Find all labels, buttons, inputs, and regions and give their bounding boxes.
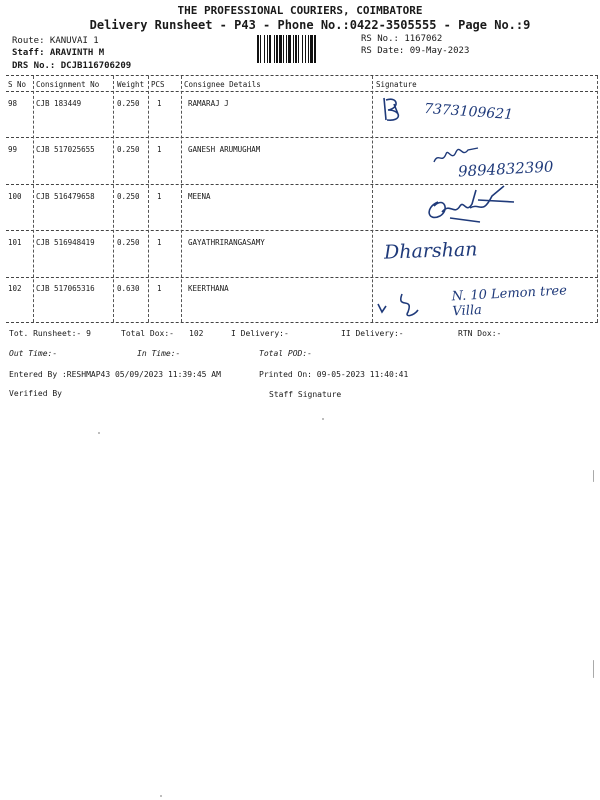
- rs-date: RS Date: 09-May-2023: [361, 46, 470, 56]
- row-consignment: CJB 183449: [36, 99, 82, 108]
- staff-signature-label: Staff Signature: [269, 390, 342, 399]
- runsheet-subtitle: Delivery Runsheet - P43 - Phone No.:0422-3505555 - Page No.:9: [89, 18, 531, 32]
- row-pcs: 1: [157, 284, 162, 293]
- handwritten-signature: [374, 290, 434, 320]
- col-header-consignment: Consignment No: [36, 80, 100, 89]
- row-consignment: CJB 516479658: [36, 192, 95, 201]
- row-weight: 0.250: [117, 145, 140, 154]
- row-sno: 102: [8, 284, 22, 293]
- i-delivery: I Delivery:-: [231, 329, 289, 338]
- signature-name: Dharshan: [383, 238, 478, 264]
- column-divider: [181, 76, 182, 322]
- table-top-rule: [6, 75, 598, 76]
- row-sno: 98: [8, 99, 18, 108]
- row-consignment: CJB 517065316: [36, 284, 95, 293]
- ii-delivery: II Delivery:-: [341, 329, 404, 338]
- row-weight: 0.630: [117, 284, 140, 293]
- row-consignee: KEERTHANA: [188, 284, 229, 293]
- row-divider: [6, 230, 598, 231]
- col-header-weight: Weight: [117, 80, 145, 89]
- col-header-sno: S No: [8, 80, 27, 89]
- printed-on: Printed On: 09-05-2023 11:40:41: [259, 370, 409, 379]
- row-pcs: 1: [157, 99, 162, 108]
- staff-label: Staff: ARAVINTH M: [12, 48, 105, 58]
- scan-speck: [98, 432, 100, 434]
- scan-speck: [593, 470, 594, 482]
- row-consignee: RAMARAJ J: [188, 99, 229, 108]
- out-time: Out Time:-: [9, 349, 58, 358]
- total-pod: Total POD:-: [259, 349, 312, 358]
- row-sno: 100: [8, 192, 22, 201]
- entered-by: Entered By :RESHMAP43 05/09/2023 11:39:45 AM: [9, 370, 221, 379]
- company-title: THE PROFESSIONAL COURIERS, COIMBATORE: [177, 4, 423, 17]
- in-time: In Time:-: [137, 349, 181, 358]
- handwritten-signature: [420, 182, 520, 228]
- row-sno: 99: [8, 145, 18, 154]
- signature-address: N. 10 Lemon tree Villa: [451, 283, 568, 320]
- handwritten-signature: [378, 94, 426, 126]
- total-runsheet: Tot. Runsheet:- 9: [9, 329, 91, 338]
- row-weight: 0.250: [117, 192, 140, 201]
- row-divider: [6, 277, 598, 278]
- rtn-dox: RTN Dox:-: [458, 329, 502, 338]
- column-divider: [148, 76, 149, 322]
- column-divider: [372, 76, 373, 322]
- row-consignment: CJB 517025655: [36, 145, 95, 154]
- total-dox-label: Total Dox:-: [121, 329, 174, 338]
- row-consignee: MEENA: [188, 192, 211, 201]
- scan-speck: [593, 660, 594, 678]
- row-consignment: CJB 516948419: [36, 238, 95, 247]
- row-pcs: 1: [157, 145, 162, 154]
- total-dox-value: 102: [189, 329, 204, 338]
- signature-phone: 9894832390: [457, 157, 554, 181]
- row-sno: 101: [8, 238, 22, 247]
- col-header-pcs: PCS: [151, 80, 165, 89]
- route-label: Route: KANUVAI 1: [12, 36, 99, 46]
- scan-speck: [322, 418, 324, 420]
- row-pcs: 1: [157, 238, 162, 247]
- column-divider: [33, 76, 34, 322]
- table-right-edge: [597, 76, 598, 322]
- column-divider: [113, 76, 114, 322]
- table-header-rule: [6, 91, 598, 92]
- signature-phone: 7373109621: [423, 100, 514, 124]
- drs-number: DRS No.: DCJB116706209: [12, 61, 132, 71]
- table-bottom-rule: [6, 322, 598, 323]
- col-header-consignee: Consignee Details: [184, 80, 261, 89]
- row-weight: 0.250: [117, 238, 140, 247]
- row-weight: 0.250: [117, 99, 140, 108]
- scan-speck: [160, 795, 162, 797]
- col-header-signature: Signature: [376, 80, 417, 89]
- barcode-image: [257, 35, 353, 63]
- verified-by: Verified By: [9, 389, 62, 398]
- row-divider: [6, 137, 598, 138]
- row-consignee: GANESH ARUMUGHAM: [188, 145, 261, 154]
- row-pcs: 1: [157, 192, 162, 201]
- rs-number: RS No.: 1167062: [361, 34, 443, 44]
- row-consignee: GAYATHRIRANGASAMY: [188, 238, 265, 247]
